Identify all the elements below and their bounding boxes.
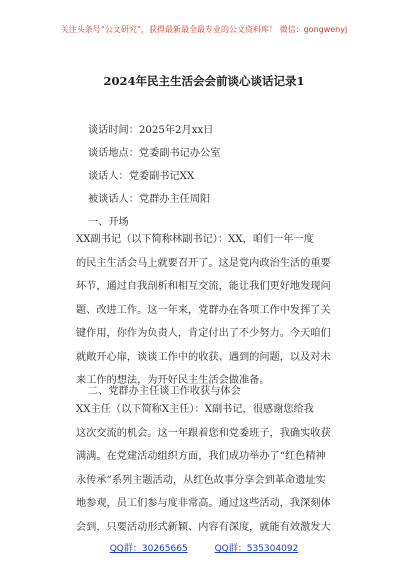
paragraph-line: 永传承”系列主题活动，从红色故事分享会到革命遗址实 [76, 474, 326, 486]
paragraph-line: 键作用，你作为负责人，肯定付出了不少努力。今天咱们 [76, 328, 331, 339]
paragraph-line: 就敞开心扉，谈谈工作中的收获、遇到的问题，以及对未 [76, 351, 331, 363]
paragraph-line: XX主任（以下简称X主任）：X副书记，很感谢您给我 [76, 404, 314, 415]
meta-interviewer: 谈话人：党委副书记XX [88, 171, 195, 182]
paragraph-line: 满满。在党建活动组织方面，我们成功举办了“红色精神 [76, 451, 326, 462]
paragraph-line: 环节，通过自我剖析和相互交流，能让我们更好地发现问 [76, 281, 331, 292]
paragraph-opening [76, 228, 334, 393]
paragraph-line: 会到，只要活动形式新颖、内容有深度，就能有效激发大 [76, 521, 331, 533]
paragraph-gains [76, 398, 334, 539]
footer-qq-group-2[interactable]: QQ群：535304092 [214, 544, 299, 554]
paragraph-line: XX副书记（以下简称林副书记）：XX，咱们一年一度 [76, 234, 314, 245]
footer-qq-group-1[interactable]: QQ群：30265665 [109, 544, 188, 554]
paragraph-line: 来工作的想法，为开好民主生活会做准备。 [76, 375, 270, 386]
document-title: 2024年民主生活会会前谈心谈话记录1 [103, 74, 305, 88]
paragraph-line: 这次交流的机会。这一年跟着您和党委班子，我确实收获 [76, 427, 331, 439]
paragraph-line: 地参观，员工们参与度非常高。通过这些活动，我深刻体 [76, 498, 331, 509]
footer-bar [0, 541, 408, 554]
meta-interviewee: 被谈话人：党群办主任周阳 [88, 194, 211, 205]
section-heading-opening: 一、开场 [88, 217, 129, 228]
meta-time: 谈话时间：2025年2月xx日 [88, 125, 214, 136]
paragraph-line: 的民主生活会马上就要召开了。这是党内政治生活的重要 [76, 257, 331, 269]
paragraph-line: 题、改进工作。这一年来，党群办在各项工作中发挥了关 [76, 304, 331, 316]
header-banner: 关注头条号“公文研究”，获得最新最全最专业的公文资料库！ 微信：gongwenyj [60, 25, 348, 34]
meta-place: 谈话地点：党委副书记办公室 [88, 148, 221, 159]
section-heading-gains: 二、党群办主任谈工作收获与体会 [88, 386, 241, 397]
